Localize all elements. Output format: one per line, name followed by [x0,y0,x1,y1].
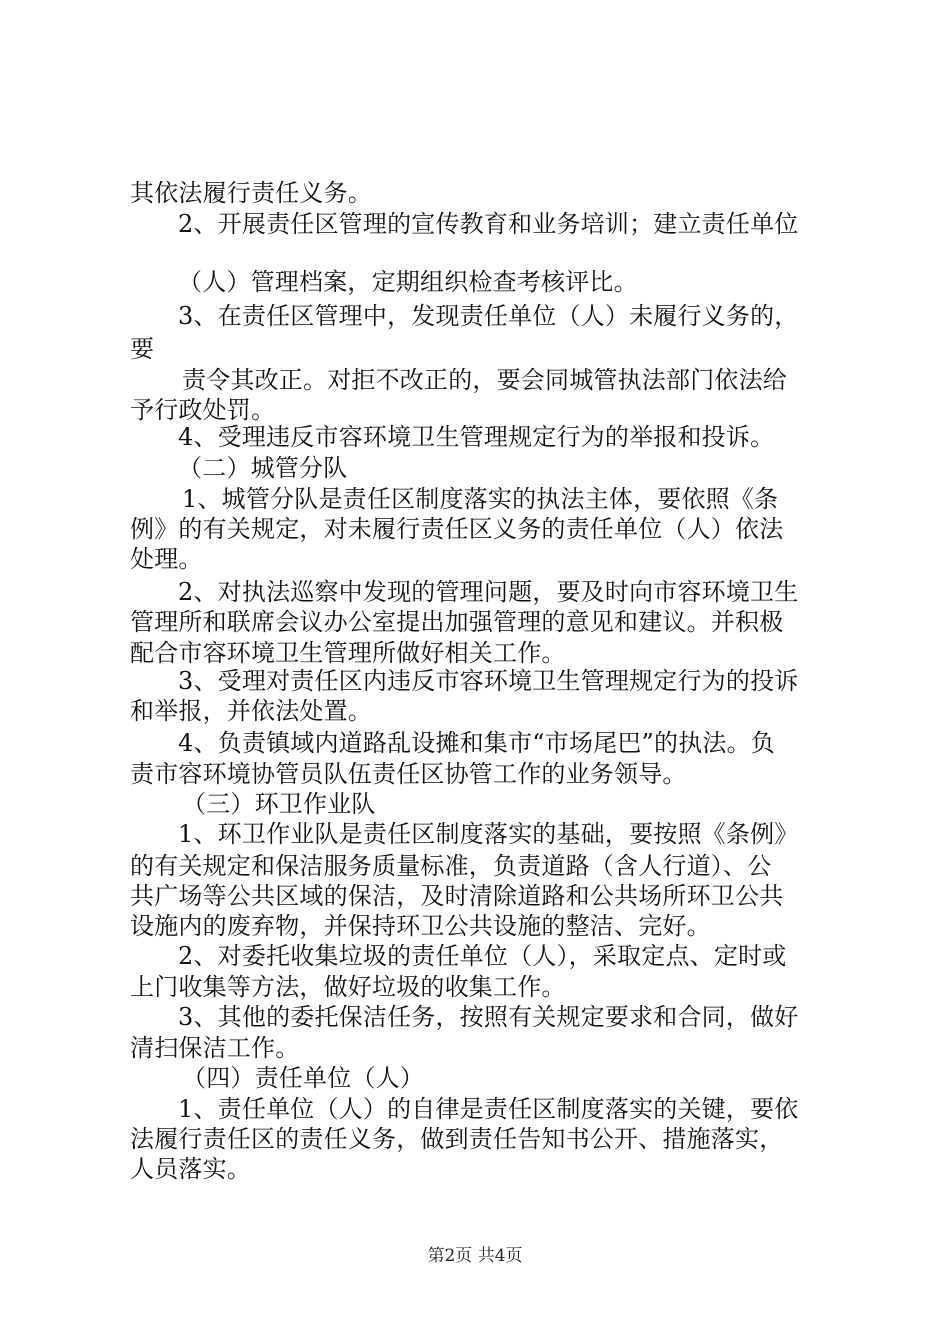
text-line-22: 的有关规定和保洁服务质量标准，负责道路（含人行道）、公 [130,852,772,880]
text-line-30: 1、责任单位（人）的自律是责任区制度落实的关键，要依 [178,1095,799,1123]
page-number-footer: 第2页 共4页 [427,1246,523,1266]
text-line-32: 人员落实。 [130,1155,251,1183]
text-line-23: 共广场等公共区域的保洁，及时清除道路和公共场所环卫公共 [130,882,784,910]
text-line-5: 要 [130,335,155,363]
text-line-1: 其依法履行责任义务。 [130,179,372,207]
section-heading-2: （二）城管分队 [178,454,348,482]
text-line-25: 2、对委托收集垃圾的责任单位（人），采取定点、定时或 [178,942,787,970]
text-line-7: 予行政处罚。 [130,396,276,424]
text-line-24: 设施内的废弃物，并保持环卫公共设施的整洁、完好。 [130,912,711,940]
text-line-6: 责令其改正。对拒不改正的，要会同城管执法部门依法给 [182,366,787,394]
section-heading-4: （四）责任单位（人） [182,1064,424,1092]
text-line-28: 清扫保洁工作。 [130,1034,300,1062]
text-line-11: 例》的有关规定，对未履行责任区义务的责任单位（人）依法 [130,515,784,543]
text-line-19: 责市容环境协管员队伍责任区协管工作的业务领导。 [130,760,687,788]
text-line-12: 处理。 [130,545,203,573]
text-line-14: 管理所和联席会议办公室提出加强管理的意见和建议。并积极 [130,608,784,636]
section-heading-3: （三）环卫作业队 [182,790,376,818]
text-line-10: 1、城管分队是责任区制度落实的执法主体，要依照《条 [182,485,779,513]
text-line-18: 4、负责镇域内道路乱设摊和集市“市场尾巴”的执法。负 [178,729,776,757]
text-line-16: 3、受理对责任区内违反市容环境卫生管理规定行为的投诉 [178,667,799,695]
text-line-26: 上门收集等方法，做好垃圾的收集工作。 [130,973,566,1001]
text-line-31: 法履行责任区的责任义务，做到责任告知书公开、措施落实， [130,1125,784,1153]
text-line-8: 4、受理违反市容环境卫生管理规定行为的举报和投诉。 [178,423,775,451]
text-line-15: 配合市容环境卫生管理所做好相关工作。 [130,639,566,667]
text-line-4: 3、在责任区管理中，发现责任单位（人）未履行义务的， [178,302,799,330]
text-line-2: 2、开展责任区管理的宣传教育和业务培训；建立责任单位 [178,210,799,238]
text-line-27: 3、其他的委托保洁任务，按照有关规定要求和合同，做好 [178,1003,799,1031]
text-line-17: 和举报，并依法处置。 [130,697,372,725]
text-line-21: 1、环卫作业队是责任区制度落实的基础，要按照《条例》 [178,820,799,848]
text-line-13: 2、对执法巡察中发现的管理问题，要及时向市容环境卫生 [178,578,799,606]
text-line-3: （人）管理档案，定期组织检查考核评比。 [178,268,638,296]
